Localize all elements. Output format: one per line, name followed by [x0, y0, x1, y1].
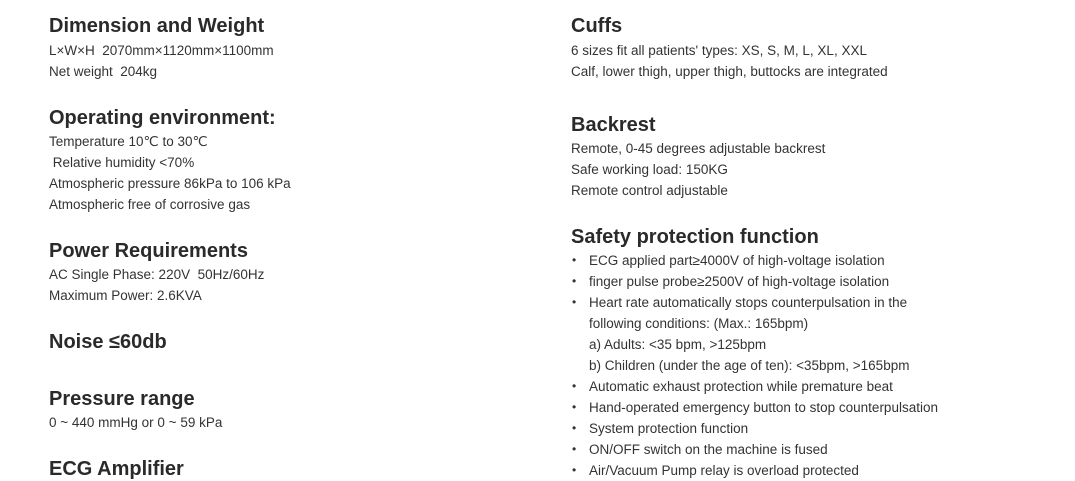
dimension-weight-text	[49, 40, 274, 82]
power-requirements-text	[49, 264, 264, 306]
pressure-range-text	[49, 412, 222, 433]
noise-heading: Noise ≤60db	[49, 331, 167, 353]
list-item: • Hand-operated emergency button to stop counterpulsation	[571, 397, 938, 418]
safety-protection-heading: Safety protection function	[571, 226, 819, 248]
temperature-line: Temperature 10℃ to 30℃	[49, 134, 208, 149]
safety-protection-list	[571, 250, 938, 481]
dimension-line: L×W×H 2070mm×1120mm×1100mm	[49, 43, 274, 58]
cuffs-heading: Cuffs	[571, 15, 623, 37]
operating-environment-heading: Operating environment:	[49, 107, 276, 129]
pressure-range-heading: Pressure range	[49, 388, 195, 410]
cuffs-text	[571, 40, 888, 82]
cuff-sizes-line: 6 sizes fit all patients' types: XS, S, M, L, XL, XXL	[571, 43, 867, 58]
list-item: • finger pulse probe≥2500V of high-voltage isolation	[571, 271, 938, 292]
backrest-adjust-line: Remote, 0-45 degrees adjustable backrest	[571, 141, 826, 156]
remote-control-line: Remote control adjustable	[571, 183, 728, 198]
pressure-range-line: 0 ~ 440 mmHg or 0 ~ 59 kPa	[49, 415, 223, 430]
list-item: • ECG applied part≥4000V of high-voltage isolation	[571, 250, 938, 271]
corrosive-gas-line: Atmospheric free of corrosive gas	[49, 197, 251, 212]
list-item: • Air/Vacuum Pump relay is overload protected	[571, 460, 938, 481]
backrest-heading: Backrest	[571, 114, 656, 136]
ecg-amplifier-heading: ECG Amplifier	[49, 458, 184, 480]
dimension-weight-heading: Dimension and Weight	[49, 15, 265, 37]
atmospheric-pressure-line: Atmospheric pressure 86kPa to 106 kPa	[49, 176, 291, 191]
power-requirements-heading: Power Requirements	[49, 240, 248, 262]
list-item: • Automatic exhaust protection while premature beat	[571, 376, 938, 397]
list-item: • ON/OFF switch on the machine is fused	[571, 439, 938, 460]
list-item: • Heart rate automatically stops counterpulsation in the	[571, 292, 938, 313]
cuff-areas-line: Calf, lower thigh, upper thigh, buttocks are integrated	[571, 64, 888, 79]
list-item: b) Children (under the age of ten): <35bpm, >165bpm	[589, 358, 910, 373]
backrest-text	[571, 138, 825, 201]
list-item: • System protection function	[571, 418, 938, 439]
list-item: following conditions: (Max.: 165bpm)	[589, 316, 809, 331]
humidity-line: Relative humidity <70%	[49, 155, 195, 170]
list-item: a) Adults: <35 bpm, >125bpm	[589, 337, 767, 352]
safe-load-line: Safe working load: 150KG	[571, 162, 728, 177]
operating-environment-text	[49, 131, 291, 215]
max-power-line: Maximum Power: 2.6KVA	[49, 288, 202, 303]
ac-phase-line: AC Single Phase: 220V 50Hz/60Hz	[49, 267, 265, 282]
net-weight-line: Net weight 204kg	[49, 64, 158, 79]
